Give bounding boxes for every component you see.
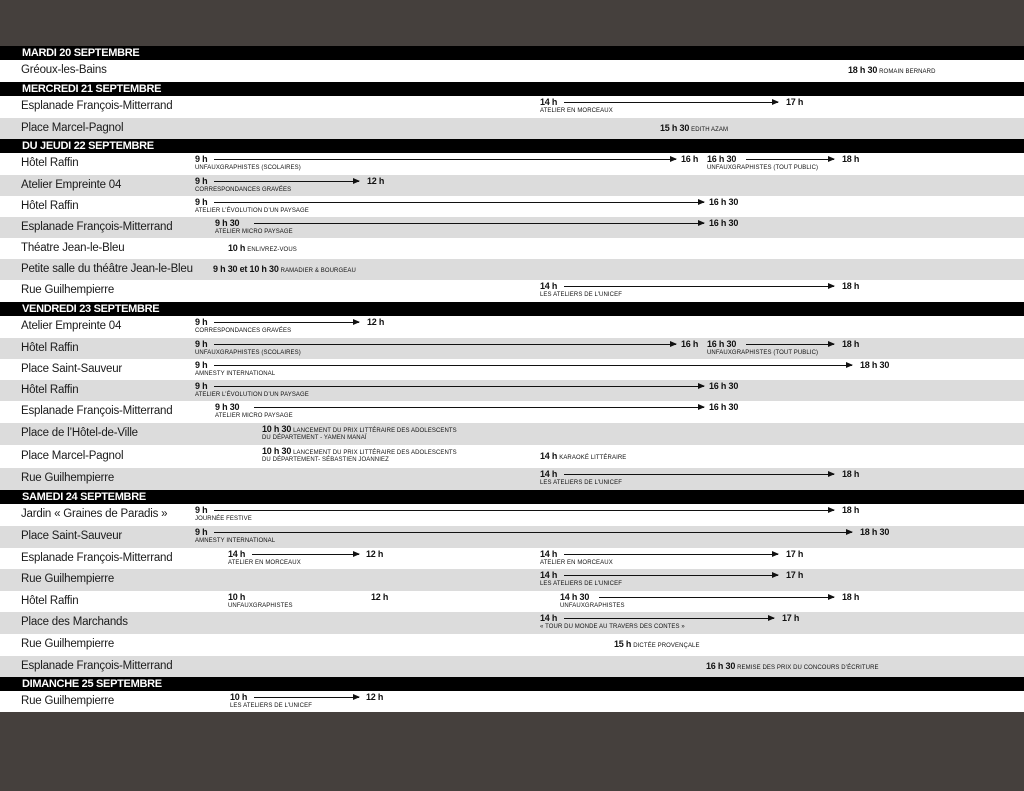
event-end-time: 18 h xyxy=(842,281,860,291)
event-label: REMISE DES PRIX DU CONCOURS D’ÉCRITURE xyxy=(737,664,879,671)
schedule-row xyxy=(0,548,1024,569)
duration-arrow xyxy=(214,159,676,160)
event-label: « TOUR DU MONDE AU TRAVERS DES CONTES » xyxy=(540,624,685,630)
event-end-time: 18 h 30 xyxy=(860,527,890,537)
event-time xyxy=(614,639,700,649)
schedule-row xyxy=(0,359,1024,380)
venue-name: Hôtel Raffin xyxy=(21,594,79,607)
event-label: KARAOKÉ LITTÉRAIRE xyxy=(559,454,627,461)
schedule-row xyxy=(0,280,1024,302)
schedule-row xyxy=(0,380,1024,401)
event-end-time: 18 h xyxy=(842,592,860,602)
duration-arrow xyxy=(214,322,359,323)
event-label: JOURNÉE FESTIVE xyxy=(195,516,252,522)
event-start-time: 9 h 30 xyxy=(215,402,240,412)
event-time xyxy=(213,264,356,274)
event-time xyxy=(540,451,626,461)
event-start-time: 9 h xyxy=(195,360,208,370)
event-end-time: 12 h xyxy=(367,176,385,186)
event-label: UNFAUXGRAPHISTES (TOUT PUBLIC) xyxy=(707,350,819,356)
event-end-time: 18 h xyxy=(842,339,860,349)
duration-arrow xyxy=(214,365,852,366)
venue-name: Place Saint-Sauveur xyxy=(21,362,123,375)
event-start-time: 9 h 30 et 10 h 30 xyxy=(213,263,279,274)
duration-arrow xyxy=(254,407,704,408)
venue-name: Jardin « Graines de Paradis » xyxy=(21,508,168,520)
event-end-time: 17 h xyxy=(786,549,804,559)
event-label: ATELIER EN MORCEAUX xyxy=(228,560,301,566)
day-header-vendredi-23-septembre: VENDREDI 23 SEPTEMBRE xyxy=(0,302,1024,316)
venue-name: Hôtel Raffin xyxy=(21,157,79,169)
duration-arrow xyxy=(214,202,704,203)
event-start-time: 15 h 30 xyxy=(660,122,690,133)
duration-arrow xyxy=(214,510,834,511)
event-label: ATELIER MICRO PAYSAGE xyxy=(215,413,293,419)
schedule-row xyxy=(0,153,1024,175)
venue-name: Petite salle du théâtre Jean-le-Bleu xyxy=(21,262,193,275)
venue-name: Hôtel Raffin xyxy=(21,341,79,354)
duration-arrow xyxy=(564,474,834,475)
venue-name: Esplanade François-Mitterrand xyxy=(21,659,173,672)
day-header-du-jeudi-22-septembre: DU JEUDI 22 SEPTEMBRE xyxy=(0,139,1024,153)
event-end-time: 17 h xyxy=(782,613,800,623)
schedule-row xyxy=(0,504,1024,526)
event-start-time: 9 h xyxy=(195,527,208,537)
venue-name: Hôtel Raffin xyxy=(21,383,79,396)
venue-name: Rue Guilhempierre xyxy=(21,472,115,484)
event-end-time: 16 h xyxy=(681,339,699,349)
event-end-time: 16 h xyxy=(681,154,699,164)
schedule-row xyxy=(0,634,1024,656)
day-header-mardi-20-septembre: MARDI 20 SEPTEMBRE xyxy=(0,46,1024,60)
day-header-mercredi-21-septembre: MERCREDI 21 SEPTEMBRE xyxy=(0,82,1024,96)
event-start-time: 10 h 30 xyxy=(262,446,292,456)
duration-arrow xyxy=(214,386,704,387)
schedule-row xyxy=(0,569,1024,591)
event-start-time: 9 h 30 xyxy=(215,218,240,228)
schedule-row xyxy=(0,316,1024,338)
event-label: LANCEMENT DU PRIX LITTÉRAIRE DES ADOLESCENTS xyxy=(293,450,457,456)
event-start-time: 10 h xyxy=(230,692,248,702)
event-start-time: 9 h xyxy=(195,505,208,515)
schedule-row xyxy=(0,238,1024,259)
venue-name: Place Marcel-Pagnol xyxy=(21,449,124,462)
event-start-time: 14 h xyxy=(540,97,558,107)
venue-name: Place Saint-Sauveur xyxy=(21,530,123,542)
event-end-time: 16 h 30 xyxy=(709,197,739,207)
event-label: CORRESPONDANCES GRAVÉES xyxy=(195,328,292,334)
duration-arrow xyxy=(564,618,774,619)
venue-name: Rue Guilhempierre xyxy=(21,284,115,296)
event-label: UNFAUXGRAPHISTES (TOUT PUBLIC) xyxy=(707,165,819,171)
event-start-time: 9 h xyxy=(195,381,208,391)
event-start-time: 10 h 30 xyxy=(262,424,292,434)
event-start-time: 14 h xyxy=(540,613,558,623)
event-end-time: 12 h xyxy=(366,692,384,702)
event-end-time: 16 h 30 xyxy=(709,218,739,228)
event-start-time: 14 h xyxy=(540,281,558,291)
event-label: AMNESTY INTERNATIONAL xyxy=(195,371,276,377)
venue-name: Théatre Jean-le-Bleu xyxy=(21,241,125,254)
event-start-time: 9 h xyxy=(195,317,208,327)
event-label: ENLIVREZ-VOUS xyxy=(247,246,297,253)
event-start-time: 18 h 30 xyxy=(848,65,878,75)
venue-name: Place des Marchands xyxy=(21,616,128,628)
duration-arrow xyxy=(564,286,834,287)
duration-arrow xyxy=(214,532,852,533)
event-start-time: 14 h xyxy=(540,570,558,580)
event-label: ATELIER EN MORCEAUX xyxy=(540,108,613,114)
schedule-row xyxy=(0,656,1024,677)
event-start-time: 9 h xyxy=(195,197,208,207)
duration-arrow xyxy=(599,597,834,598)
schedule-row xyxy=(0,338,1024,359)
event-label: UNFAUXGRAPHISTES xyxy=(228,603,293,609)
event-end-time: 18 h xyxy=(842,154,860,164)
event-start-time: 16 h 30 xyxy=(706,660,736,671)
schedule-row xyxy=(0,468,1024,490)
venue-name: Esplanade François-Mitterrand xyxy=(21,551,173,564)
event-start-time: 9 h xyxy=(195,176,208,186)
venue-name: Esplanade François-Mitterrand xyxy=(21,220,173,233)
event-label: LES ATELIERS DE L’UNICEF xyxy=(540,480,622,486)
event-label: CORRESPONDANCES GRAVÉES xyxy=(195,187,292,193)
event-label: UNFAUXGRAPHISTES (SCOLAIRES) xyxy=(195,165,301,171)
event-label: ATELIER MICRO PAYSAGE xyxy=(215,229,293,235)
event-label: DICTÉE PROVENÇALE xyxy=(633,643,700,649)
schedule-row xyxy=(0,259,1024,280)
schedule-row xyxy=(0,612,1024,634)
schedule-row xyxy=(0,691,1024,713)
event-start-time: 14 h xyxy=(540,549,558,559)
event-end-time: 12 h xyxy=(366,549,384,559)
event-time xyxy=(848,65,936,75)
event-start-time: 16 h 30 xyxy=(707,339,737,349)
schedule-row xyxy=(0,445,1024,468)
duration-arrow xyxy=(254,223,704,224)
event-end-time: 16 h 30 xyxy=(709,402,739,412)
schedule-row xyxy=(0,526,1024,548)
event-label: EDITH AZAM xyxy=(691,126,729,133)
duration-arrow xyxy=(564,575,778,576)
event-end-time: 16 h 30 xyxy=(709,381,739,391)
event-end-time: 12 h xyxy=(371,592,389,602)
event-time xyxy=(660,123,728,133)
venue-name: Atelier Empreinte 04 xyxy=(21,178,122,191)
event-label: AMNESTY INTERNATIONAL xyxy=(195,538,276,544)
venue-name: Rue Guilhempierre xyxy=(21,695,115,707)
event-end-time: 18 h xyxy=(842,469,860,479)
venue-name: Rue Guilhempierre xyxy=(21,573,115,585)
venue-name: Gréoux-les-Bains xyxy=(21,64,107,76)
venue-name: Esplanade François-Mitterrand xyxy=(21,405,173,417)
venue-name: Place Marcel-Pagnol xyxy=(21,121,124,134)
event-label: ATELIER EN MORCEAUX xyxy=(540,560,613,566)
event-label-continued: DU DÉPARTEMENT- SÉBASTIEN JOANNIEZ xyxy=(262,457,389,463)
event-start-time: 10 h xyxy=(228,592,246,602)
event-time xyxy=(262,424,457,434)
schedule-row xyxy=(0,96,1024,118)
event-label: ATELIER L’ÉVOLUTION D’UN PAYSAGE xyxy=(195,392,309,398)
event-start-time: 14 h xyxy=(540,450,558,461)
schedule-row xyxy=(0,60,1024,82)
schedule-row xyxy=(0,401,1024,423)
event-end-time: 17 h xyxy=(786,570,804,580)
schedule-row xyxy=(0,217,1024,238)
venue-name: Hôtel Raffin xyxy=(21,199,79,212)
event-end-time: 18 h xyxy=(842,505,860,515)
event-label: RAMADIER & BOURGEAU xyxy=(280,267,356,274)
event-label-continued: DU DÉPARTEMENT - YAMEN MANAÏ xyxy=(262,435,367,441)
venue-name: Esplanade François-Mitterrand xyxy=(21,100,173,112)
duration-arrow xyxy=(746,159,834,160)
event-label: LES ATELIERS DE L’UNICEF xyxy=(230,703,312,709)
day-header-dimanche-25-septembre: DIMANCHE 25 SEPTEMBRE xyxy=(0,677,1024,691)
event-label: ATELIER L’ÉVOLUTION D’UN PAYSAGE xyxy=(195,208,309,214)
event-label: LES ATELIERS DE L’UNICEF xyxy=(540,581,622,587)
duration-arrow xyxy=(564,554,778,555)
venue-name: Atelier Empreinte 04 xyxy=(21,320,122,332)
event-end-time: 17 h xyxy=(786,97,804,107)
schedule-row xyxy=(0,118,1024,139)
event-start-time: 9 h xyxy=(195,339,208,349)
duration-arrow xyxy=(214,344,676,345)
duration-arrow xyxy=(564,102,778,103)
event-time xyxy=(706,661,879,671)
event-label: UNFAUXGRAPHISTES xyxy=(560,603,625,609)
event-label: UNFAUXGRAPHISTES (SCOLAIRES) xyxy=(195,350,301,356)
event-time xyxy=(228,243,297,253)
event-start-time: 14 h xyxy=(228,549,246,559)
schedule-row xyxy=(0,591,1024,612)
venue-name: Rue Guilhempierre xyxy=(21,638,115,650)
event-label: LES ATELIERS DE L’UNICEF xyxy=(540,292,622,298)
event-start-time: 14 h xyxy=(540,469,558,479)
schedule-row xyxy=(0,423,1024,445)
duration-arrow xyxy=(746,344,834,345)
event-time xyxy=(262,446,457,456)
duration-arrow xyxy=(254,697,359,698)
event-label: LANCEMENT DU PRIX LITTÉRAIRE DES ADOLESCENTS xyxy=(293,428,457,434)
event-end-time: 18 h 30 xyxy=(860,360,890,370)
event-end-time: 12 h xyxy=(367,317,385,327)
schedule-row xyxy=(0,175,1024,196)
venue-name: Place de l’Hôtel-de-Ville xyxy=(21,427,138,439)
duration-arrow xyxy=(252,554,359,555)
duration-arrow xyxy=(214,181,359,182)
day-header-samedi-24-septembre: SAMEDI 24 SEPTEMBRE xyxy=(0,490,1024,504)
event-start-time: 16 h 30 xyxy=(707,154,737,164)
event-start-time: 9 h xyxy=(195,154,208,164)
schedule-row xyxy=(0,196,1024,217)
event-start-time: 14 h 30 xyxy=(560,592,590,602)
event-start-time: 15 h xyxy=(614,639,632,649)
schedule-sheet xyxy=(0,46,1024,712)
event-label: ROMAIN BERNARD xyxy=(879,69,936,75)
event-start-time: 10 h xyxy=(228,242,246,253)
